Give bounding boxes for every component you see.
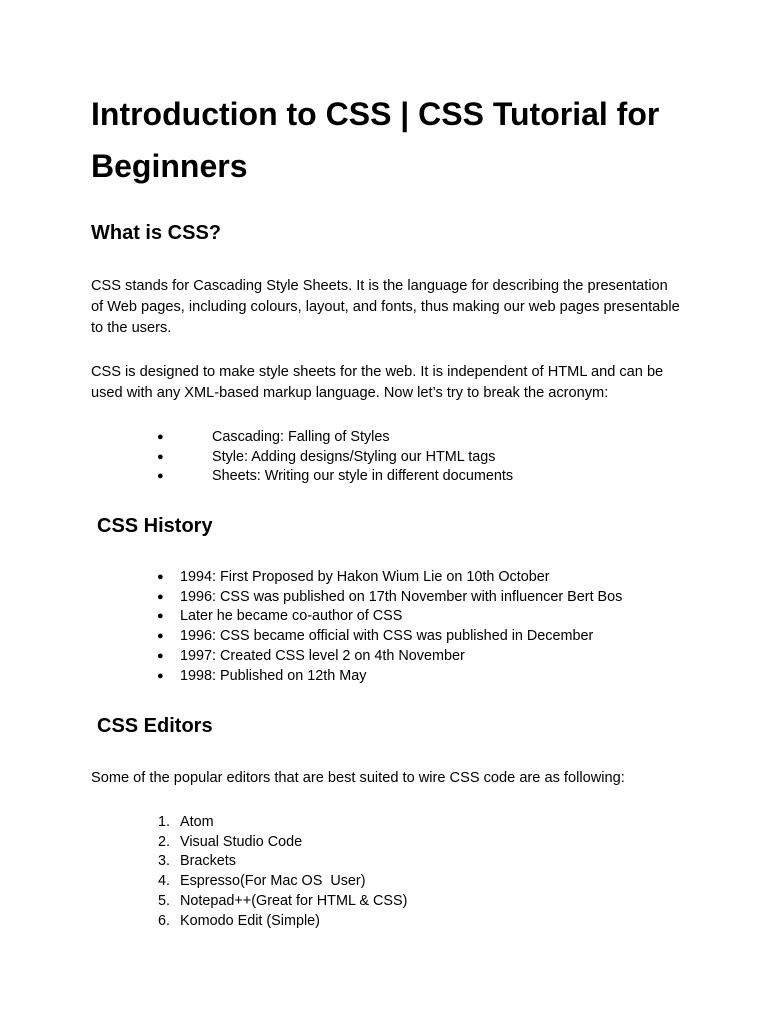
- list-item-text: Sheets: Writing our style in different documents: [212, 468, 514, 485]
- list-item-text: Atom: [180, 814, 214, 830]
- list-item: [157, 467, 513, 487]
- list-number: 3.: [157, 853, 170, 870]
- bullet-icon: ●: [157, 470, 164, 483]
- list-item-text: Notepad++(Great for HTML & CSS): [180, 892, 408, 909]
- list-item: [157, 647, 622, 667]
- list-item: [150, 912, 407, 932]
- paragraph-editors-intro: Some of the popular editors that are best suited to wire CSS code are as following:: [91, 770, 625, 786]
- bullet-icon: ●: [157, 630, 164, 643]
- paragraph-css-definition: CSS stands for Cascading Style Sheets. It is the language for describing the presentation of Web pages, including colours, layout, and fonts, thus making our web pages presentable to the users.: [91, 278, 680, 336]
- bullet-icon: ●: [157, 590, 164, 603]
- list-item: [150, 833, 407, 853]
- list-number: 1.: [157, 814, 170, 830]
- bullet-icon: ●: [157, 571, 164, 583]
- list-number: 6.: [157, 912, 170, 929]
- list-item: [150, 872, 407, 892]
- list-item-text: Espresso(For Mac OS User): [180, 873, 366, 890]
- list-item: [157, 568, 622, 588]
- acronym-list: [157, 428, 513, 487]
- list-item-text: Later he became co-author of CSS: [180, 608, 403, 625]
- list-item: [150, 813, 407, 833]
- list-number: 4.: [157, 873, 170, 890]
- list-item: [157, 627, 622, 647]
- section-heading-what-is-css: What is CSS?: [91, 222, 222, 244]
- list-item: [150, 852, 407, 872]
- list-item: [157, 607, 622, 627]
- list-item-text: 1994: First Proposed by Hakon Wium Lie on 10th October: [180, 569, 550, 585]
- list-item: [157, 588, 622, 608]
- list-item: [157, 428, 513, 448]
- list-item-text: Komodo Edit (Simple): [180, 912, 320, 929]
- list-item-text: 1997: Created CSS level 2 on 4th November: [180, 647, 465, 664]
- bullet-icon: ●: [157, 450, 164, 463]
- list-item: [157, 667, 622, 687]
- paragraph-css-purpose: CSS is designed to make style sheets for the web. It is independent of HTML and can be used with any XML-based markup language. Now let’s try to break the acronym:: [91, 364, 664, 401]
- bullet-icon: ●: [157, 431, 164, 443]
- bullet-icon: ●: [157, 610, 164, 623]
- bullet-icon: ●: [157, 649, 164, 662]
- list-item-text: Cascading: Falling of Styles: [212, 429, 390, 445]
- list-item-text: Brackets: [180, 853, 236, 870]
- list-item-text: Style: Adding designs/Styling our HTML tags: [212, 448, 496, 465]
- page-title: Introduction to CSS | CSS Tutorial for Beginners: [91, 96, 660, 184]
- bullet-icon: ●: [157, 669, 164, 682]
- list-item: [157, 448, 513, 468]
- editors-list: [150, 813, 407, 931]
- list-item: [150, 892, 407, 912]
- list-item-text: 1996: CSS became official with CSS was published in December: [180, 628, 594, 645]
- list-item-text: Visual Studio Code: [180, 833, 303, 850]
- list-item-text: 1998: Published on 12th May: [180, 667, 367, 684]
- section-heading-css-history: CSS History: [97, 515, 213, 537]
- history-list: [157, 568, 622, 686]
- section-heading-css-editors: CSS Editors: [97, 715, 213, 737]
- list-item-text: 1996: CSS was published on 17th November with influencer Bert Bos: [180, 588, 623, 605]
- list-number: 5.: [157, 892, 170, 909]
- list-number: 2.: [157, 833, 170, 850]
